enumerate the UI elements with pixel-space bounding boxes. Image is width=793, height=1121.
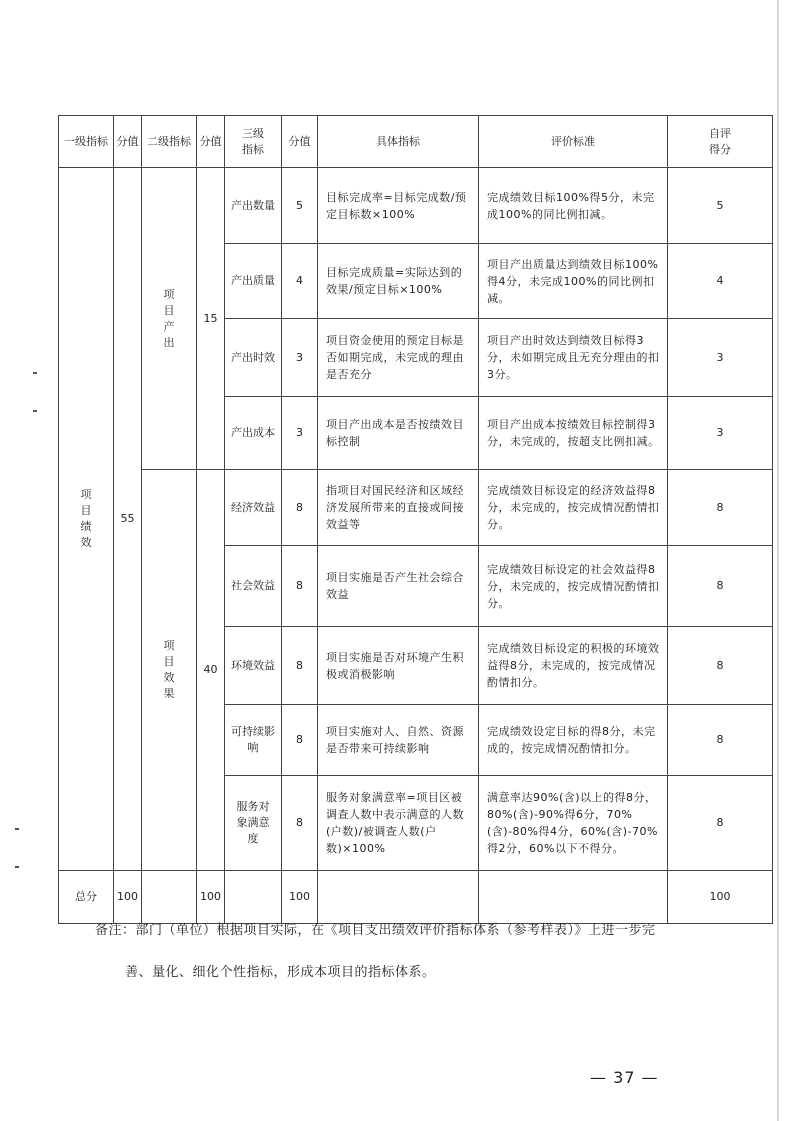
evaluation-criteria: 满意率达90%(含)以上的得8分，80%(含)-90%得6分，70%(含)-80%得4分，60%(含)-70%得2分，60%以下不得分。 bbox=[479, 776, 668, 871]
scan-mark bbox=[15, 866, 19, 868]
level3-score: 3 bbox=[282, 397, 318, 470]
evaluation-criteria: 完成绩效目标设定的社会效益得8分，未完成的，按完成情况酌情扣分。 bbox=[479, 546, 668, 627]
specific-indicator: 项目产出成本是否按绩效目标控制 bbox=[318, 397, 479, 470]
evaluation-table bbox=[58, 115, 773, 924]
evaluation-criteria: 完成绩效目标设定的积极的环境效益得8分，未完成的，按完成情况酌情扣分。 bbox=[479, 627, 668, 705]
level3-name: 产出成本 bbox=[225, 397, 282, 470]
evaluation-criteria: 项目产出质量达到绩效目标100%得4分，未完成100%的同比例扣减。 bbox=[479, 244, 668, 319]
table-header-row bbox=[59, 116, 773, 168]
header-score2: 分值 bbox=[197, 116, 225, 168]
level3-score: 3 bbox=[282, 319, 318, 397]
specific-indicator: 目标完成质量=实际达到的效果/预定目标×100% bbox=[318, 244, 479, 319]
header-score3: 分值 bbox=[282, 116, 318, 168]
specific-indicator: 项目实施是否对环境产生积极或消极影响 bbox=[318, 627, 479, 705]
level3-score: 8 bbox=[282, 470, 318, 546]
specific-indicator: 项目实施对人、自然、资源是否带来可持续影响 bbox=[318, 705, 479, 776]
level2-name: 项目产出 bbox=[163, 287, 175, 349]
self-score: 8 bbox=[668, 627, 773, 705]
self-score: 3 bbox=[668, 319, 773, 397]
header-level3: 三级指标 bbox=[225, 116, 282, 168]
level3-score: 5 bbox=[282, 168, 318, 244]
total-score2: 100 bbox=[197, 871, 225, 924]
scan-mark bbox=[33, 410, 37, 412]
level3-score: 8 bbox=[282, 627, 318, 705]
total-row bbox=[59, 871, 773, 924]
scan-mark bbox=[33, 372, 37, 374]
header-specific: 具体指标 bbox=[318, 116, 479, 168]
header-self-score: 自评得分 bbox=[668, 116, 773, 168]
level3-name: 社会效益 bbox=[225, 546, 282, 627]
header-level1: 一级指标 bbox=[59, 116, 114, 168]
level3-name: 产出质量 bbox=[225, 244, 282, 319]
level3-name: 可持续影响 bbox=[225, 705, 282, 776]
specific-indicator: 项目实施是否产生社会综合效益 bbox=[318, 546, 479, 627]
evaluation-criteria: 项目产出成本按绩效目标控制得3分，未完成的，按超支比例扣减。 bbox=[479, 397, 668, 470]
level2-cell-output bbox=[142, 168, 197, 470]
level3-name: 服务对象满意度 bbox=[225, 776, 282, 871]
level2-cell-effect bbox=[142, 470, 197, 871]
evaluation-criteria: 完成绩效目标100%得5分，未完成100%的同比例扣减。 bbox=[479, 168, 668, 244]
scan-mark bbox=[15, 828, 19, 830]
total-score1: 100 bbox=[114, 871, 142, 924]
table-row bbox=[59, 168, 773, 244]
page-number: — 37 — bbox=[590, 1068, 659, 1087]
note-line-1: 备注：部门（单位）根据项目实际，在《项目支出绩效评价指标体系（参考样表）》上进一步完 bbox=[95, 923, 656, 938]
header-score1: 分值 bbox=[114, 116, 142, 168]
specific-indicator: 项目资金使用的预定目标是否如期完成，未完成的理由是否充分 bbox=[318, 319, 479, 397]
specific-indicator: 目标完成率=目标完成数/预定目标数×100% bbox=[318, 168, 479, 244]
evaluation-criteria: 项目产出时效达到绩效目标得3分，未如期完成且无充分理由的扣3分。 bbox=[479, 319, 668, 397]
level1-name: 项目绩效 bbox=[80, 488, 92, 549]
empty-cell bbox=[318, 871, 479, 924]
level3-score: 8 bbox=[282, 776, 318, 871]
self-score: 8 bbox=[668, 546, 773, 627]
page-edge bbox=[777, 0, 779, 1121]
level1-score: 55 bbox=[114, 168, 142, 871]
level3-name: 环境效益 bbox=[225, 627, 282, 705]
total-label: 总分 bbox=[59, 871, 114, 924]
level2-score: 15 bbox=[197, 168, 225, 470]
table-row bbox=[59, 470, 773, 546]
level2-score: 40 bbox=[197, 470, 225, 871]
self-score: 3 bbox=[668, 397, 773, 470]
note-line-2: 善、量化、细化个性指标，形成本项目的指标体系。 bbox=[125, 965, 436, 980]
header-level2: 二级指标 bbox=[142, 116, 197, 168]
total-score3: 100 bbox=[282, 871, 318, 924]
level1-cell bbox=[59, 168, 114, 871]
level3-name: 产出数量 bbox=[225, 168, 282, 244]
self-score: 4 bbox=[668, 244, 773, 319]
empty-cell bbox=[225, 871, 282, 924]
self-score: 8 bbox=[668, 776, 773, 871]
level3-score: 8 bbox=[282, 705, 318, 776]
self-score: 8 bbox=[668, 470, 773, 546]
total-self-score: 100 bbox=[668, 871, 773, 924]
level3-name: 产出时效 bbox=[225, 319, 282, 397]
empty-cell bbox=[142, 871, 197, 924]
self-score: 8 bbox=[668, 705, 773, 776]
level3-score: 8 bbox=[282, 546, 318, 627]
level3-name: 经济效益 bbox=[225, 470, 282, 546]
level3-score: 4 bbox=[282, 244, 318, 319]
level2-name: 项目效果 bbox=[163, 639, 175, 700]
empty-cell bbox=[479, 871, 668, 924]
specific-indicator: 指项目对国民经济和区域经济发展所带来的直接或间接效益等 bbox=[318, 470, 479, 546]
header-criteria: 评价标准 bbox=[479, 116, 668, 168]
evaluation-criteria: 完成绩效目标设定的经济效益得8分，未完成的，按完成情况酌情扣分。 bbox=[479, 470, 668, 546]
evaluation-criteria: 完成绩效设定目标的得8分，未完成的，按完成情况酌情扣分。 bbox=[479, 705, 668, 776]
self-score: 5 bbox=[668, 168, 773, 244]
specific-indicator: 服务对象满意率=项目区被调查人数中表示满意的人数(户数)/被调查人数(户数)×100% bbox=[318, 776, 479, 871]
